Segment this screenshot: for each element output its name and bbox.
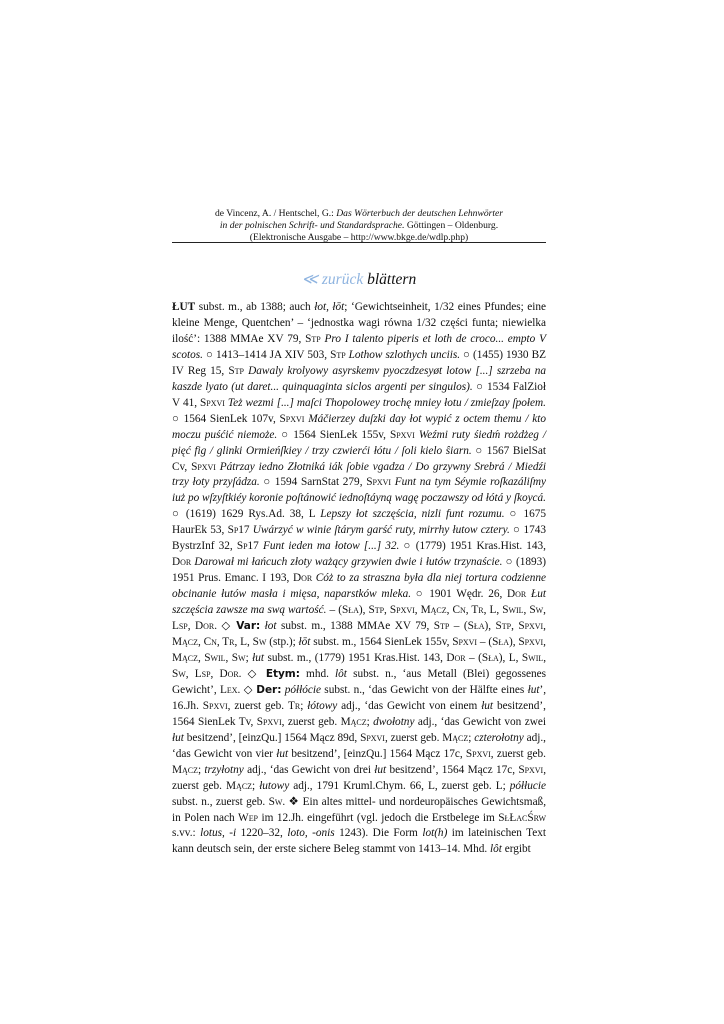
italic-text: Darował mi łańcuch złoty ważący grzywien dwie i łutów trzynaście. <box>194 556 503 569</box>
page-navigation <box>172 270 546 289</box>
source-abbrev: Spxvi <box>518 763 544 776</box>
italic-text: lôt <box>335 667 347 680</box>
italic-text: lotus, -i <box>200 827 237 840</box>
entry-text-run: subst. n., zuerst geb. <box>172 795 269 808</box>
source-abbrev: Sp17 <box>236 540 259 553</box>
back-link[interactable]: ≪ zurück <box>301 271 364 288</box>
source-abbrev: Stp <box>305 332 321 345</box>
citation-title-cont: in der polnischen Schrift- und Standardsprache. <box>219 220 405 231</box>
italic-text: lôt <box>490 843 502 856</box>
italic-text: Uwárzyć w winie ſtárym garść ruty, mirrhy łutow cztery. <box>252 524 510 537</box>
entry-text-run: ○ 1594 SarnStat 279, <box>259 476 367 489</box>
citation-authors: de Vincenz, A. / Hentschel, G.: <box>214 208 337 219</box>
source-abbrev: Spxvi <box>465 747 491 760</box>
dictionary-entry <box>172 300 546 858</box>
entry-text-run: ○ (1619) 1629 Rys.Ad. 38, L <box>172 508 321 521</box>
source-abbrev: Stp <box>433 620 450 633</box>
entry-text-run: . ◇ <box>214 620 237 633</box>
entry-text-run: ○ (1455) 1930 BZ IV Reg 15, <box>172 348 546 377</box>
source-abbrev: Dor <box>172 556 192 569</box>
entry-text-run: , zuerst geb. <box>281 715 341 728</box>
entry-text-run: subst. m., ab 1388; auch <box>195 301 315 313</box>
italic-text: Łut szczęścia zawsze ma swą wartość. <box>172 588 546 617</box>
italic-text: loto, -onis <box>287 827 335 840</box>
entry-text-run: ; <box>252 779 260 792</box>
section-label: Etym: <box>265 667 300 680</box>
source-abbrev: Spxvi <box>279 412 305 425</box>
source-abbrev: Spxvi <box>452 636 478 649</box>
source-abbrev: Swil, Sw, Lsp, Dor <box>172 651 547 680</box>
citation-line-1 <box>172 208 546 220</box>
source-abbrev: Dor <box>292 572 313 585</box>
source-abbrev: Mącz <box>442 731 469 744</box>
forward-link[interactable]: blättern <box>367 271 417 288</box>
entry-text-run: adj., ‘das Gewicht von zwei <box>414 715 546 728</box>
italic-text: trzyłotny <box>204 763 244 776</box>
headword: ŁUT <box>172 301 196 313</box>
entry-text-run: ; <box>468 731 475 744</box>
entry-text-run: ; <box>300 699 308 712</box>
entry-text-run: ○ 1564 SienLek 107v, <box>172 412 280 425</box>
source-abbrev: Lex <box>220 683 238 696</box>
citation-line-3: (Elektronische Ausgabe – http://www.bkge.de/wdlp.php) <box>249 232 469 243</box>
source-abbrev: Stp, Spxvi, Mącz, Cn, Tr <box>368 604 484 617</box>
source-abbrev: Spxvi <box>191 460 216 473</box>
section-label: Der: <box>256 683 282 696</box>
entry-text-run: ergibt <box>501 843 531 856</box>
italic-text: półłucie <box>509 779 546 792</box>
source-abbrev: Mącz <box>226 779 252 792</box>
entry-text-run: , L, <box>483 604 503 617</box>
source-abbrev: Spxvi <box>389 428 415 441</box>
source-abbrev: Wep <box>238 811 258 824</box>
entry-text-run: ; <box>245 651 253 664</box>
source-abbrev: Dor <box>446 651 466 664</box>
entry-text-run: adj., ‘das Gewicht von drei <box>243 763 375 776</box>
source-abbrev: SłŁacŚrw <box>498 811 546 824</box>
citation-header <box>172 208 546 244</box>
citation-line-2 <box>172 220 546 232</box>
entry-text-run: . ◇ <box>237 683 257 696</box>
italic-text: Funt ieden ma łotow [...] 32. <box>262 540 400 553</box>
entry-text-run: besitzend’, 1564 Mącz 17c, <box>386 763 519 776</box>
entry-text-run: besitzend’, [einzQu.] 1564 Mącz 89d, <box>183 731 361 744</box>
source-abbrev: Sła <box>467 620 485 633</box>
entry-text-run: ○ 1567 BielSat Cv, <box>172 444 546 473</box>
entry-text-run: 1220–32, <box>236 827 288 840</box>
entry-text-run: subst. m., (1779) 1951 Kras.Hist. 143, <box>264 651 447 664</box>
entry-text-run: , zuerst geb. <box>384 731 443 744</box>
source-abbrev: Sła <box>341 604 359 617</box>
entry-text-run: ), <box>508 636 519 649</box>
source-abbrev: Spxvi <box>256 715 282 728</box>
entry-text-run: ○ 1743 BystrzInf 32, <box>172 524 547 553</box>
entry-text-run: 1243). Die Form <box>334 827 423 840</box>
italic-text: łōt <box>298 636 311 649</box>
entry-text-run: , zuerst geb. <box>172 763 546 792</box>
italic-text: Też wezmi [...] maſci Thopolowey trochę mniey łotu / zmieſzay ſpołem. <box>227 396 546 409</box>
entry-text-run: – ( <box>465 651 482 664</box>
entry-text-run: ), L, <box>498 651 522 664</box>
citation-title: Das Wörterbuch der deutschen Lehnwörter <box>336 208 504 219</box>
source-abbrev: Sp17 <box>227 524 250 537</box>
entry-text-run: im 12.Jh. eingeführt (vgl. jedoch die Erstbelege im <box>258 811 499 824</box>
source-abbrev: Mącz <box>172 763 198 776</box>
italic-text: łut <box>527 683 540 696</box>
italic-text: łut <box>276 747 289 760</box>
source-abbrev: Sw <box>252 636 267 649</box>
entry-text-run: besitzend’, [einzQu.] 1564 Mącz 17c, <box>288 747 466 760</box>
entry-text-run: adj., ‘das Gewicht von vier <box>172 731 546 760</box>
entry-text <box>172 300 546 858</box>
source-abbrev: Spxvi <box>200 396 225 409</box>
entry-text-run: , zuerst geb. <box>490 747 546 760</box>
italic-text: łot <box>264 620 277 633</box>
italic-text: łut <box>172 731 184 744</box>
italic-text: Lepszy łot szczęścia, nizli funt rozumu. <box>320 508 505 521</box>
entry-text-run: (stp.); <box>266 636 299 649</box>
entry-text-run: – ( <box>326 604 342 617</box>
source-abbrev: Dor <box>507 588 527 601</box>
source-abbrev: Stp, Spxvi, Mącz, Cn, Tr <box>172 620 546 649</box>
entry-text-run: ○ 1564 SienLek 155v, <box>277 428 390 441</box>
italic-text: Pro I talento piperis et loth de croco... empto V scotos. <box>172 332 546 361</box>
italic-text: lot(h) <box>422 827 448 840</box>
source-abbrev: Mącz <box>340 715 367 728</box>
source-abbrev: Spxvi <box>366 476 392 489</box>
entry-text-run: ○ 1675 HaurEk 53, <box>172 508 546 537</box>
entry-text-run: , zuerst geb. <box>227 699 289 712</box>
italic-text: łut <box>481 699 494 712</box>
italic-text: Weźmi ruty śiedḿ rożdżeg / pięć fig / glinki Ormieńſkiey / trzy czwierći łótu / ſoli kielo ŝiarn. <box>172 428 547 457</box>
entry-text-run: ; ‘Gewichtseinheit, 1/32 eines Pfundes; eine kleine Menge, Quentchen’ – ‘jednostka wagi równa 1/32 części funta; niewielka ilość’: 1388 MMAe XV 79, <box>172 301 546 345</box>
entry-text-run: ; <box>366 715 374 728</box>
source-abbrev: Spxvi <box>360 731 385 744</box>
source-abbrev: Stp <box>228 364 244 377</box>
entry-text-run: ), <box>484 620 496 633</box>
italic-text: Pátrzay iedno Złotniká iák ſobie vgadza / Do grzywny Srebrá / Miedźi trzy łoty przyſádza. <box>172 460 546 489</box>
entry-text-run: ○ 1534 FalZioł V 41, <box>172 380 546 409</box>
entry-text-run: ; <box>197 763 205 776</box>
entry-text-run: s.vv.: <box>172 827 201 840</box>
entry-text-run: subst. n., ‘das Gewicht von der Hälfte eines <box>320 683 528 696</box>
italic-text: Lothow szlothych unciis. <box>348 348 460 361</box>
entry-text-run: ○ 1413–1414 JA XIV 503, <box>202 348 331 361</box>
italic-text: półłócie <box>284 683 321 696</box>
entry-text-run: ○ (1893) 1951 Prus. Emanc. I 193, <box>172 556 546 585</box>
source-abbrev: Sła <box>492 636 509 649</box>
source-abbrev: Swil, Sw, Lsp, Dor <box>172 604 546 633</box>
entry-text-run: ○ (1779) 1951 Kras.Hist. 143, <box>399 540 546 553</box>
entry-text-run: ’, 16.Jh. <box>172 683 546 712</box>
source-abbrev: Sła <box>481 651 499 664</box>
entry-text-run: – ( <box>449 620 468 633</box>
source-abbrev: Spxvi, Mącz, Swil, Sw <box>172 636 546 664</box>
italic-text: łótowy <box>307 699 338 712</box>
italic-text: czterołotny <box>474 731 524 744</box>
source-abbrev: Tr <box>288 699 301 712</box>
italic-text: łut <box>252 651 265 664</box>
section-label: Var: <box>236 620 261 633</box>
italic-text: łut <box>374 763 387 776</box>
italic-text: łot, łōt <box>314 301 345 313</box>
entry-text-run: . ❖ Ein altes mittel- und nordeuropäisches Gewichtsmaß, in Polen nach <box>172 795 546 824</box>
source-abbrev: Sw <box>268 795 283 808</box>
citation-place: Göttingen – Oldenburg. <box>404 220 499 231</box>
italic-text: Cóż to za straszna była dla niej tortura codzienne obcinanie łutów masła i mięsa, naparstków mleka. <box>172 572 546 601</box>
italic-text: Máčierzey duſzki day łot wypić z octem themu / kto moczu puśćić niemoże. <box>172 412 546 441</box>
entry-text-run: adj., ‘das Gewicht von einem <box>337 699 482 712</box>
entry-text-run: adj., 1791 Kruml.Chym. 66, L, zuerst geb. L; <box>289 779 510 792</box>
entry-text-run: . ◇ <box>238 667 266 680</box>
source-abbrev: Spxvi <box>202 699 228 712</box>
entry-text-run: besitzend’, 1564 SienLek Tv, <box>172 699 546 728</box>
entry-text-run: ), <box>358 604 369 617</box>
entry-text-run: mhd. <box>299 667 336 680</box>
entry-text-run: subst. m., 1564 SienLek 155v, <box>310 636 453 649</box>
entry-text-run: subst. n., ‘aus Metall (Blei) gegossenes Gewicht’, <box>172 667 546 696</box>
entry-text-run: , L, <box>234 636 253 649</box>
entry-text-run: im lateinischen Text kann deutsch sein, der erste sichere Beleg stammt von 1413–14. Mhd. <box>172 827 547 856</box>
entry-text-run: – ( <box>477 636 493 649</box>
entry-text-run: subst. m., 1388 MMAe XV 79, <box>276 620 434 633</box>
italic-text: łutowy <box>259 779 290 792</box>
italic-text: Dawaly krolyowy asyrskemv pyoczdzesyøt lotow [...] szrzeba na kaszde lyato (ut daret... quinquaginta siclos argenti per singulos). <box>172 364 547 393</box>
source-abbrev: Stp <box>330 348 346 361</box>
entry-text-run: ○ 1901 Wędr. 26, <box>411 588 508 601</box>
italic-text: Funt na tym Séymie roſkazáliſmy iuż po wſzyſtkiéy koronie poſtánowić iednoſtáyną wagę poczawszy od łótá y ſkoycá. <box>172 476 547 505</box>
italic-text: dwołotny <box>373 715 415 728</box>
header-divider <box>172 242 546 243</box>
